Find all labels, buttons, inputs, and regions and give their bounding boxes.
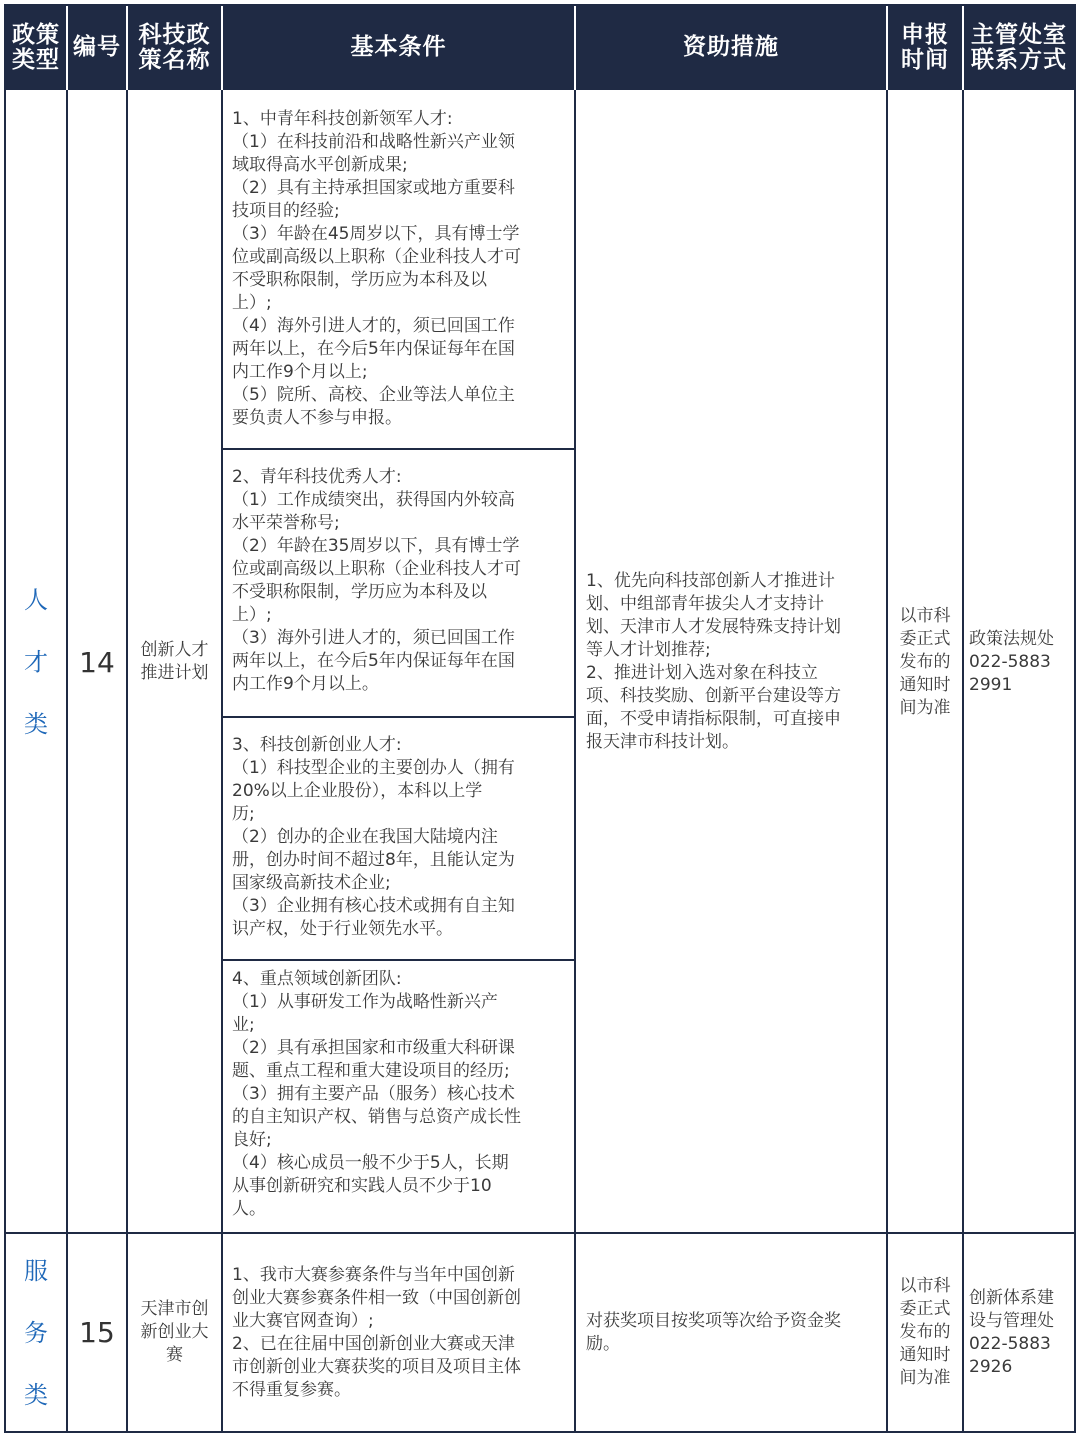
contact-cell — [969, 92, 1073, 1232]
contact-text: 政策法规处 022-5883 2991 — [969, 628, 1054, 695]
support-cell — [586, 1234, 884, 1431]
condition-divider — [223, 959, 574, 961]
policy-name-cell: 创新人才 推进计划 — [140, 640, 209, 683]
contact-cell — [969, 1234, 1073, 1431]
support-text: 1、优先向科技部创新人才推进计 划、中组部青年拔尖人才支持计 划、天津市人才发展特殊支持计划 等人才计划推荐; 2、推进计划入选对象在科技立 项、科技奖励、创新平台建设等方 面，不受申请指标限制，可直接申 报天津市科技计划。 — [586, 571, 841, 752]
condition-block: 3、科技创新创业人才: （1）科技型企业的主要创办人（拥有 20%以上企业股份），本科以上学 历; （2）创办的企业在我国大陆境内注 册，创办时间不超过8年，且能认定为 国家级高新技术企业; （3）企业拥有核心技术或拥有自主知 识产权，处于行业领先水平。 — [232, 735, 515, 939]
condition-divider — [223, 448, 574, 450]
number-cell: 14 — [79, 645, 115, 679]
number-cell: 15 — [79, 1316, 115, 1349]
support-cell — [586, 92, 884, 1232]
header-policy-type: 政策 类型 — [6, 6, 68, 90]
policy-name-cell: 天津市创 新创业大 赛 — [140, 1299, 209, 1365]
support-text: 对获奖项目按奖项等次给予资金奖 励。 — [586, 1310, 841, 1354]
header-number: 编号 — [68, 6, 128, 90]
header-apply-time: 申报 时间 — [888, 6, 964, 90]
apply-time-cell: 以市科 委正式 发布的 通知时 间为准 — [899, 605, 951, 718]
grid-line — [962, 90, 964, 1431]
policy-table — [4, 4, 1076, 1433]
apply-time-cell: 以市科 委正式 发布的 通知时 间为准 — [899, 1276, 951, 1388]
category-cell: 人 才 类 — [24, 586, 48, 738]
condition-block: 2、青年科技优秀人才: （1）工作成绩突出，获得国内外较高 水平荣誉称号; （2）年龄在35周岁以下，具有博士学 位或副高级以上职称（企业科技人才可 不受职称限制，学历应为本科及以 上）; （3）海外引进人才的，须已回国工作 两年以上，在今后5年内保证每年在国 内工作9个月以上。 — [232, 467, 521, 694]
header-support: 资助措施 — [576, 6, 888, 90]
condition-divider — [223, 716, 574, 718]
category-cell: 服 务 类 — [24, 1256, 48, 1409]
grid-line — [221, 90, 223, 1431]
condition-block: 4、重点领域创新团队: （1）从事研发工作为战略性新兴产 业; （2）具有承担国家和市级重大科研课 题、重点工程和重大建设项目的经历; （3）拥有主要产品（服务）核心技术 的自主知识产权、销售与总资产成长性 良好; （4）核心成员一般不少于5人，长期 从事创新研究和实践人员不少于10 人。 — [232, 969, 521, 1219]
condition-block — [232, 1234, 572, 1431]
condition-block: 1、中青年科技创新领军人才: （1）在科技前沿和战略性新兴产业领 域取得高水平创新成果; （2）具有主持承担国家或地方重要科 技项目的经验; （3）年龄在45周岁以下，具有博士学 位或副高级以上职称（企业科技人才可 不受职称限制，学历应为本科及以 上）; （4）海外引进人才的，须已回国工作 两年以上，在今后5年内保证每年在国 内工作9个月以上; （5）院所、高校、企业等法人单位主 要负责人不参与申报。 — [232, 109, 521, 428]
header-conditions: 基本条件 — [223, 6, 576, 90]
condition-text: 1、我市大赛参赛条件与当年中国创新 创业大赛参赛条件相一致（中国创新创 业大赛官网查询）; 2、已在往届中国创新创业大赛或天津 市创新创业大赛获奖的项目及项目主体 不得重复参赛。 — [232, 1264, 521, 1400]
header-policy-name: 科技政 策名称 — [128, 6, 223, 90]
grid-line — [574, 90, 576, 1431]
contact-text: 创新体系建 设与管理处 022-5883 2926 — [969, 1287, 1054, 1377]
header-contact: 主管处室 联系方式 — [964, 6, 1074, 90]
